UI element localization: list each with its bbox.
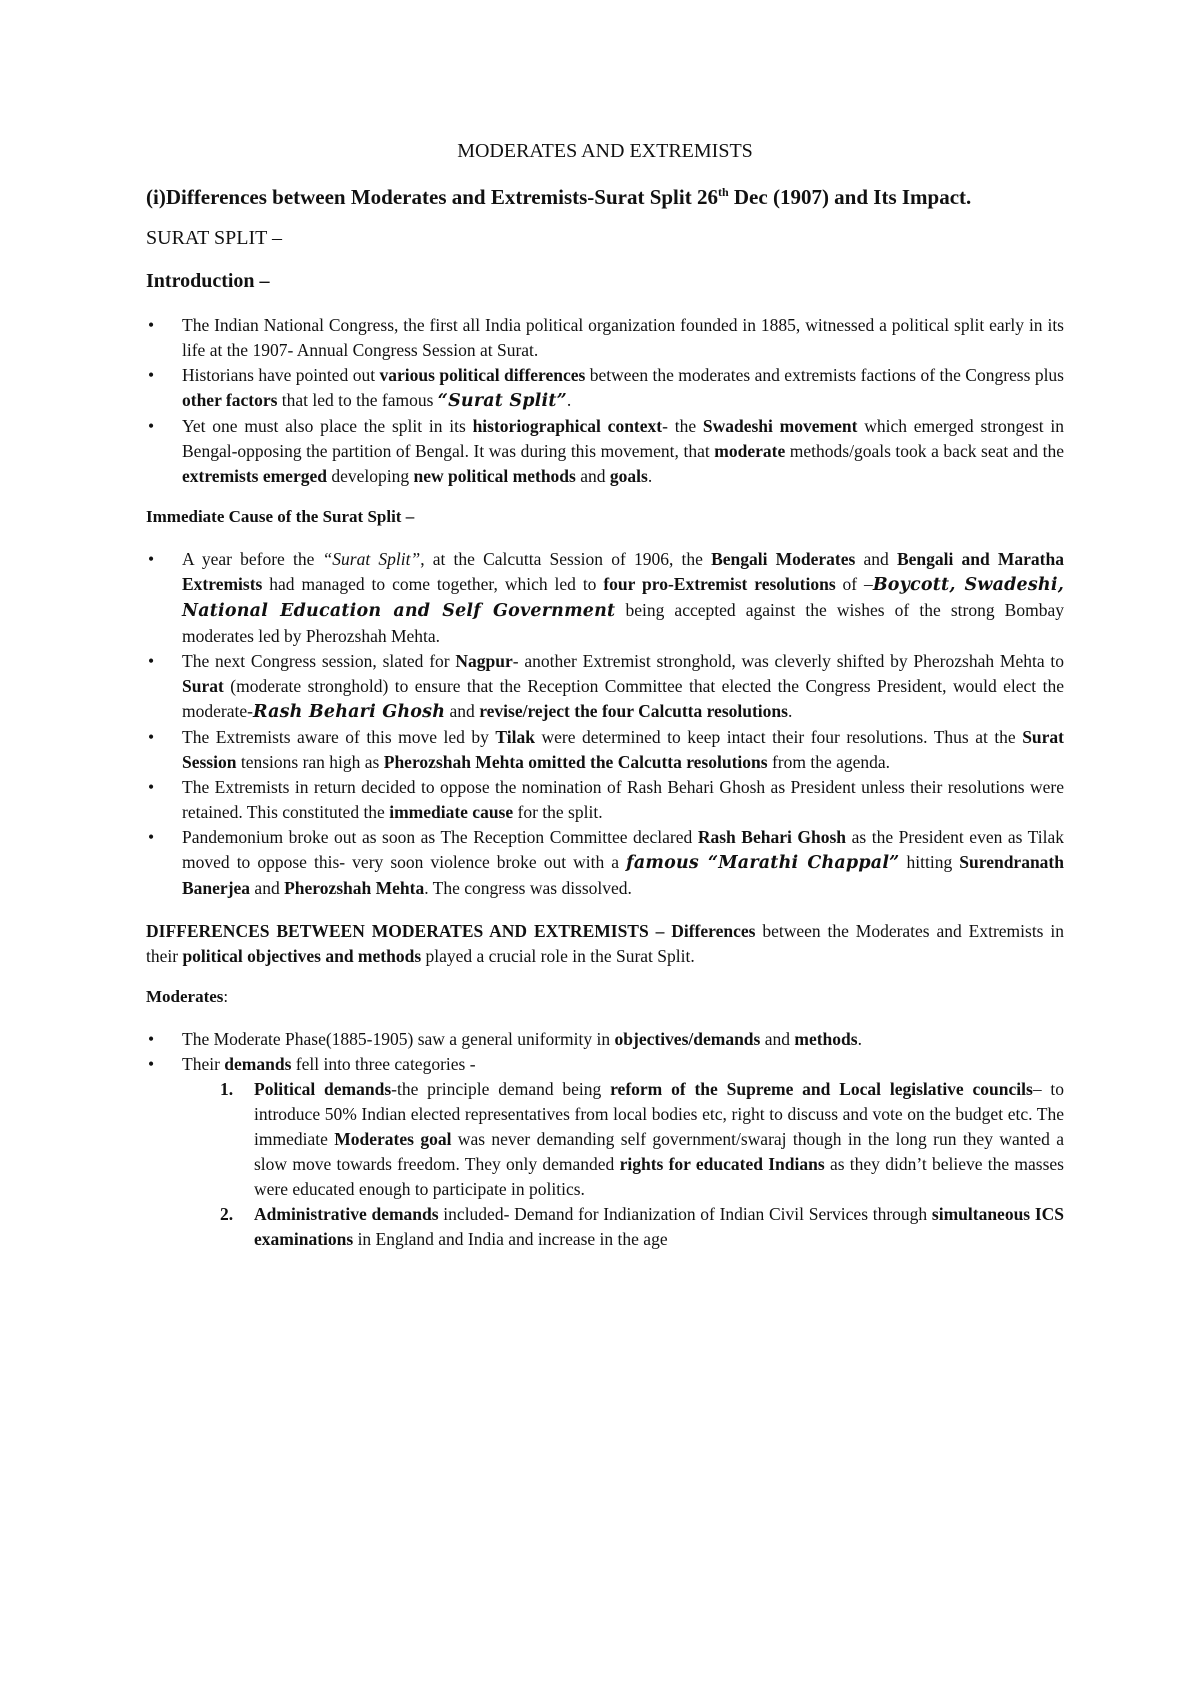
introduction-list <box>146 313 1064 489</box>
list-item: • Yet one must also place the split in its historiographical context- the Swadeshi movement which emerged strongest in Bengal-opposing the partition of Bengal. It was during this movement, that moderate methods/goals took a back seat and the extremists emerged developing new political methods and goals. <box>146 414 1064 489</box>
introduction-heading: Introduction – <box>146 270 270 292</box>
immediate-cause-heading: Immediate Cause of the Surat Split – <box>146 507 415 526</box>
list-item: • The Moderate Phase(1885-1905) saw a general uniformity in objectives/demands and methods. <box>146 1027 1064 1052</box>
list-item: • The next Congress session, slated for Nagpur- another Extremist stronghold, was cleverly shifted by Pherozshah Mehta to Surat (moderate stronghold) to ensure that the Reception Committee that elected the Congress President, would elect the moderate-Rash Behari Ghosh and revise/reject the four Calcutta resolutions. <box>146 649 1064 725</box>
numbered-item: 1. Political demands-the principle demand being reform of the Supreme and Local legislative councils– to introduce 50% Indian elected representatives from local bodies etc, right to discuss and vote on the budget etc. The immediate Moderates goal was never demanding self government/swaraj though in the long run they wanted a slow move towards freedom. They only demanded rights for educated Indians as they didn’t believe the masses were educated enough to participate in politics. <box>220 1079 1064 1199</box>
page-title: MODERATES AND EXTREMISTS <box>457 140 753 162</box>
list-item: • Their demands fell into three categories - <box>146 1052 1064 1077</box>
list-item: • The Extremists aware of this move led by Tilak were determined to keep intact their four resolutions. Thus at the Surat Session tensions ran high as Pherozshah Mehta omitted the Calcutta resolutions from the agenda. <box>146 725 1064 775</box>
list-item: • A year before the “Surat Split”, at the Calcutta Session of 1906, the Bengali Moderates and Bengali and Maratha Extremists had managed to come together, which led to four pro-Extremist resolutions of –Boycott, Swadeshi, National Education and Self Government being accepted against the wishes of the strong Bombay moderates led by Pherozshah Mehta. <box>146 547 1064 649</box>
subheading-sup: th <box>717 185 729 199</box>
numbered-item: 2. Administrative demands included- Demand for Indianization of Indian Civil Services through simultaneous ICS examinations in England and India and increase in the age <box>220 1204 1065 1249</box>
list-item: • Historians have pointed out various political differences between the moderates and extremists factions of the Congress plus other factors that led to the famous “Surat Split”. <box>146 363 1064 414</box>
section-surat-split: SURAT SPLIT – <box>146 227 282 249</box>
subheading <box>146 179 1064 211</box>
list-item: • Pandemonium broke out as soon as The Reception Committee declared Rash Behari Ghosh as the President even as Tilak moved to oppose this- very soon violence broke out with a famous “Marathi Chappal” hitting Surendranath Banerjea and Pherozshah Mehta. The congress was dissolved. <box>146 825 1064 901</box>
list-item: • The Extremists in return decided to oppose the nomination of Rash Behari Ghosh as President unless their resolutions were retained. This constituted the immediate cause for the split. <box>146 775 1064 825</box>
differences-paragraph: DIFFERENCES BETWEEN MODERATES AND EXTREMISTS – Differences between the Moderates and Extremists in their political objectives and methods played a crucial role in the Surat Split. <box>146 921 1064 966</box>
list-item: • The Indian National Congress, the first all India political organization founded in 1885, witnessed a political split early in its life at the 1907- Annual Congress Session at Surat. <box>146 313 1064 363</box>
document-body <box>146 140 1064 1252</box>
subheading-text: (i)Differences between Moderates and Extremists-Surat Split 26 <box>146 185 718 209</box>
immediate-cause-list <box>146 547 1064 901</box>
moderates-list <box>146 1027 1064 1077</box>
moderates-heading: Moderates: <box>146 987 229 1006</box>
demands-numbered-list <box>146 1077 1064 1252</box>
subheading-suffix: Dec (1907) and Its Impact. <box>728 185 972 209</box>
